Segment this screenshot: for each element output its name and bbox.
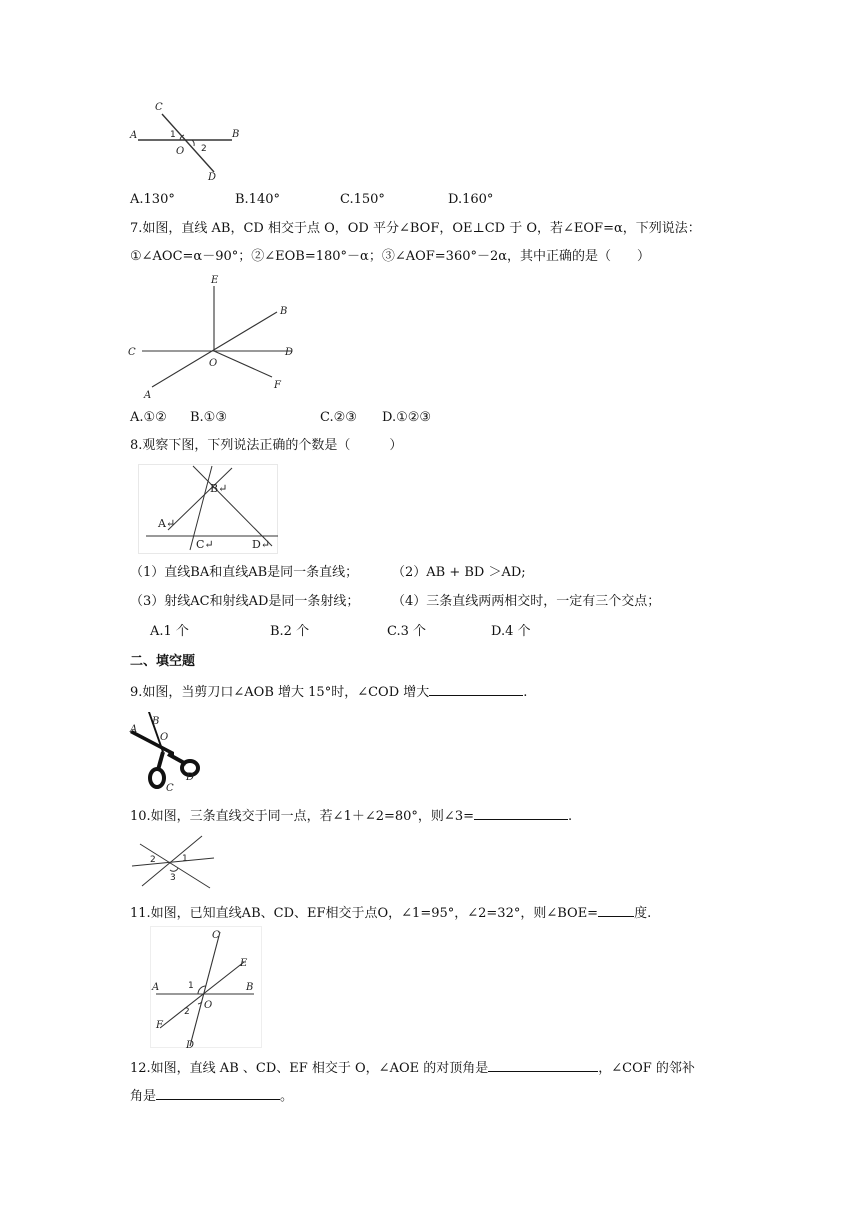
q7-option-b: B.①③ <box>190 410 227 425</box>
q9-label-d: D <box>186 772 195 783</box>
q8-label-d: D↵ <box>252 538 271 551</box>
q7-label-e: E <box>211 275 219 286</box>
q11-label-o: O <box>204 1000 213 1011</box>
q11-text-end: 度. <box>634 906 652 921</box>
q12-text-end: 。 <box>280 1089 294 1104</box>
q10-angle-3: 3 <box>170 873 176 883</box>
q6-option-c: C.150° <box>340 192 385 207</box>
q12-text: 12.如图，直线 AB 、CD、EF 相交于 O，∠AOE 的对顶角是 <box>130 1061 489 1076</box>
q12-answer-blank-2[interactable] <box>156 1087 280 1100</box>
q12-answer-blank-1[interactable] <box>488 1059 598 1072</box>
q8-option-d: D.4 个 <box>491 624 531 639</box>
q12-question-line2 <box>130 1087 293 1105</box>
q7-label-b: B <box>280 306 288 317</box>
q11-label-b: B <box>246 982 254 993</box>
q6-label-c: C <box>155 102 163 113</box>
q6-label-o: O <box>176 146 185 157</box>
q8-label-a: A↵ <box>158 517 176 530</box>
q7-question-line2: ①∠AOC=α－90°；②∠EOB=180°－α；③∠AOF=360°－2α，其中正确的是（ ） <box>130 249 651 264</box>
q9-text-end: . <box>523 685 528 700</box>
q10-answer-blank[interactable] <box>474 807 568 820</box>
q8-option-a: A.1 个 <box>150 624 189 639</box>
q7-label-c: C <box>128 347 136 358</box>
q10-angle-2: 2 <box>150 855 156 865</box>
q8-statement-1: （1）直线BA和直线AB是同一条直线； <box>130 565 359 580</box>
q8-option-c: C.3 个 <box>387 624 427 639</box>
q6-label-b: B <box>232 129 240 140</box>
q6-angle-2: 2 <box>201 144 207 154</box>
q6-label-d: D <box>208 172 217 183</box>
q6-option-a: A.130° <box>130 192 175 207</box>
q11-angle-2: 2 <box>184 1007 190 1017</box>
q8-label-c: C↵ <box>196 538 214 551</box>
q8-statement-3: （3）射线AC和射线AD是同一条射线； <box>130 594 360 609</box>
q10-text: 10.如图，三条直线交于同一点，若∠1＋∠2=80°，则∠3= <box>130 809 474 824</box>
q10-angle-1: 1 <box>182 854 188 864</box>
q9-label-o: O <box>160 732 169 743</box>
q7-label-o: O <box>209 358 218 369</box>
q12-text-middle: ，∠COF 的邻补 <box>598 1061 695 1076</box>
q9-label-c: C <box>166 783 174 794</box>
q11-question <box>130 904 651 922</box>
q6-figure <box>128 100 258 184</box>
q7-label-a: A <box>144 390 152 401</box>
q11-figure <box>150 926 262 1048</box>
q7-option-a: A.①② <box>130 410 167 425</box>
q8-statement-2: （2）AB + BD ＞AD; <box>392 565 526 580</box>
q11-label-e: E <box>240 958 248 969</box>
q9-scissors-figure <box>128 708 208 796</box>
q7-question-line1: 7.如图，直线 AB，CD 相交于点 O，OD 平分∠BOF，OE⊥CD 于 O，若∠EOF=α，下列说法： <box>130 221 701 236</box>
q7-option-c: C.②③ <box>320 410 357 425</box>
q8-option-b: B.2 个 <box>270 624 310 639</box>
section-title-fill-in: 二、填空题 <box>130 654 196 669</box>
q10-figure <box>130 830 216 890</box>
q12-question-line1 <box>130 1059 695 1077</box>
q9-question <box>130 683 527 701</box>
q9-text: 9.如图，当剪刀口∠AOB 增大 15°时，∠COD 增大 <box>130 685 430 700</box>
q8-figure <box>138 464 278 554</box>
q11-label-d: D <box>186 1040 195 1048</box>
q11-label-f: F <box>156 1020 163 1031</box>
q9-label-a: A <box>130 724 138 735</box>
q6-option-b: B.140° <box>235 192 280 207</box>
q9-label-b: B <box>152 716 160 727</box>
q11-text: 11.如图，已知直线AB、CD、EF相交于点O，∠1=95°，∠2=32°，则∠BOE= <box>130 906 599 921</box>
q7-label-d: D <box>285 347 294 358</box>
q9-answer-blank[interactable] <box>429 683 523 696</box>
q11-label-a: A <box>152 982 160 993</box>
q12-text-line2: 角是 <box>130 1089 157 1104</box>
q11-label-c: C <box>212 930 220 941</box>
q7-figure <box>122 272 302 402</box>
q6-option-d: D.160° <box>448 192 494 207</box>
q8-label-b: B↵ <box>210 482 228 495</box>
q7-option-d: D.①②③ <box>382 410 432 425</box>
q6-angle-1: 1 <box>170 130 176 140</box>
q8-statement-4: （4）三条直线两两相交时，一定有三个交点； <box>392 594 661 609</box>
q8-question: 8.观察下图，下列说法正确的个数是（ ） <box>130 438 403 453</box>
q6-label-a: A <box>130 130 138 141</box>
q10-question <box>130 807 572 825</box>
q11-answer-blank[interactable] <box>598 904 634 917</box>
q7-label-f: F <box>274 380 281 391</box>
q11-angle-1: 1 <box>188 981 194 991</box>
q10-text-end: . <box>568 809 573 824</box>
